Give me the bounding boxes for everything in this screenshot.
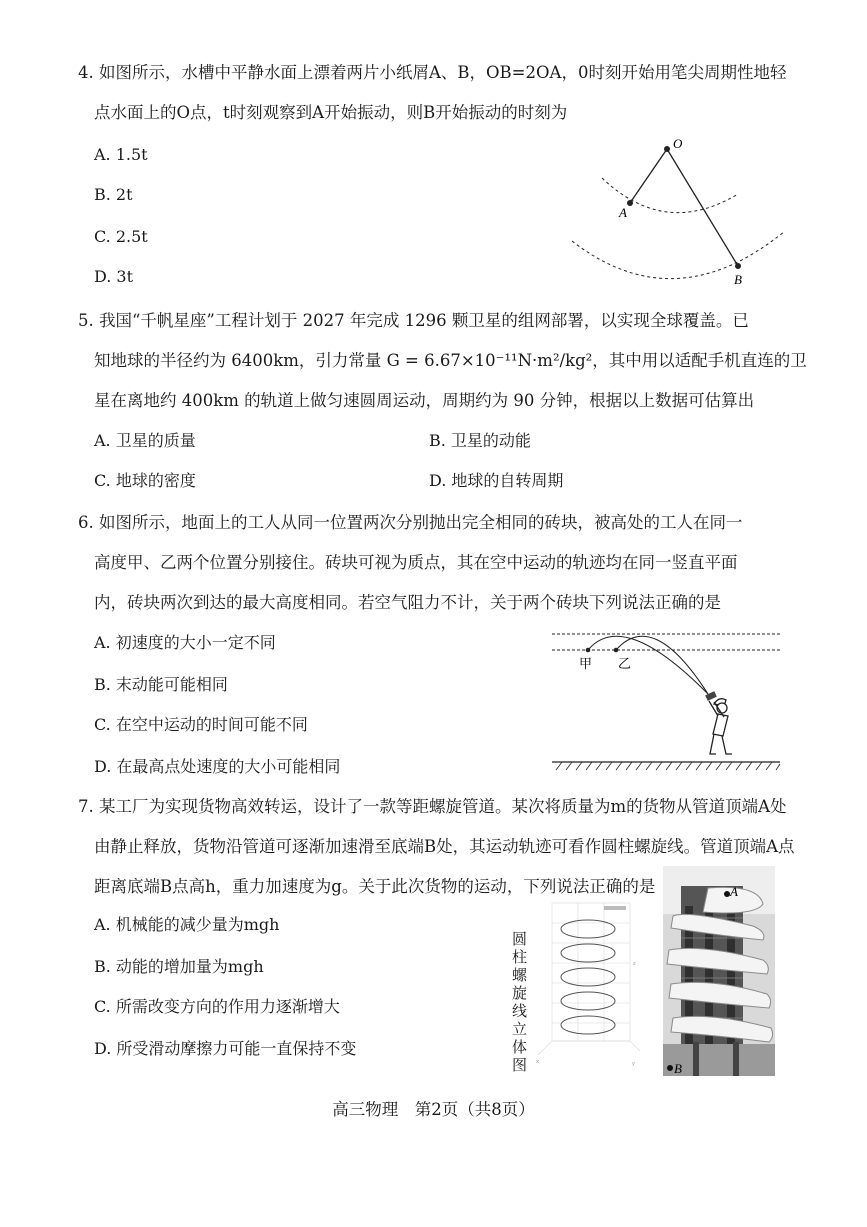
q6-line-3: 内，砖块两次到达的最大高度相同。若空气阻力不计，关于两个砖块下列说法正确的是 [94,593,721,612]
q5-option-d: D. 地球的自转周期 [429,471,564,490]
q5-line-2: 知地球的半径约为 6400km，引力常量 G = 6.67×10⁻¹¹N·m²/kg²，其中用以适配手机直连的卫 [94,351,807,370]
q6-trajectory-jia [588,636,708,694]
q6-label-jia: 甲 [579,657,593,672]
q7-line-3: 距离底端B点高h，重力加速度为g。关于此次货物的运动，下列说法正确的是 [94,877,656,896]
q4-label-o: O [673,136,683,151]
q6-option-a: A. 初速度的大小一定不同 [94,633,276,652]
q7-option-b: B. 动能的增加量为mgh [94,957,264,976]
q4-line-2: 点水面上的O点，t时刻观察到A开始振动，则B开始振动的时刻为 [94,103,568,122]
q4-outer-wavefront [572,231,785,279]
q5-line-3: 星在离地约 400km 的轨道上做匀速圆周运动，周期约为 90 分钟，根据以上数据可估算出 [94,391,755,410]
q6-label-yi: 乙 [618,657,632,672]
svg-text:y: y [632,1061,635,1067]
q7-line-1: 7. 某工厂为实现货物高效转运，设计了一款等距螺旋管道。某次将质量为m的货物从管道顶端A处 [78,797,787,816]
q6-option-d: D. 在最高点处速度的大小可能相同 [94,757,341,776]
page-footer: 高三物理 第2页（共8页） [332,1100,535,1119]
photo-label-a: A [730,884,738,899]
worker-icon [705,691,732,754]
q6-option-b: B. 末动能可能相同 [94,675,228,694]
q4-wave-figure [570,136,790,286]
q6-option-c: C. 在空中运动的时间可能不同 [94,715,308,734]
q6-line-1: 6. 如图所示，地面上的工人从同一位置两次分别抛出完全相同的砖块，被高处的工人在同一 [78,513,743,532]
q4-label-a: A [619,205,627,220]
spiral-slide-photo [663,866,775,1076]
q4-option-b: B. 2t [94,185,133,204]
photo-label-b: B [674,1061,682,1076]
q5-option-c: C. 地球的密度 [94,471,196,490]
q7-option-c: C. 所需改变方向的作用力逐渐增大 [94,997,340,1016]
q4-line-1: 4. 如图所示，水槽中平静水面上漂着两片小纸屑A、B，OB=2OA，0时刻开始用笔尖周期性地轻 [78,63,787,82]
q4-segment-oa [630,149,667,203]
q4-point-o [664,146,670,152]
q5-option-a: A. 卫星的质量 [94,431,196,450]
q7-option-d: D. 所受滑动摩擦力可能一直保持不变 [94,1039,357,1058]
q4-segment-ob [667,149,738,266]
q7-line-2: 由静止释放，货物沿管道可逐渐加速滑至底端B处，其运动轨迹可看作圆柱螺旋线。管道顶端A点 [94,837,795,856]
q4-option-a: A. 1.5t [94,145,148,164]
q4-option-d: D. 3t [94,267,134,286]
q7-figure-caption: 圆柱螺旋线立体图 [512,930,528,1074]
svg-text:x: x [536,1059,539,1065]
helix-curve [561,920,615,1034]
photo-point-b [667,1065,673,1071]
q6-throw-figure [548,622,783,772]
q4-point-a [627,200,633,206]
q6-line-2: 高度甲、乙两个位置分别接住。砖块可视为质点，其在空中运动的轨迹均在同一竖直平面 [94,553,738,572]
q4-point-b [735,263,741,269]
q7-option-a: A. 机械能的减少量为mgh [94,915,280,934]
q4-option-c: C. 2.5t [94,227,148,246]
q6-point-jia [586,648,591,653]
svg-text:z: z [633,961,636,967]
q6-ground-hatch [556,762,780,770]
q5-option-b: B. 卫星的动能 [429,431,531,450]
q5-line-1: 5. 我国“千帆星座”工程计划于 2027 年完成 1296 颗卫星的组网部署，以实现全球覆盖。已 [78,311,749,330]
q6-point-yi [614,648,619,653]
helix-3d-plot [532,895,642,1070]
q4-label-b: B [734,272,742,286]
